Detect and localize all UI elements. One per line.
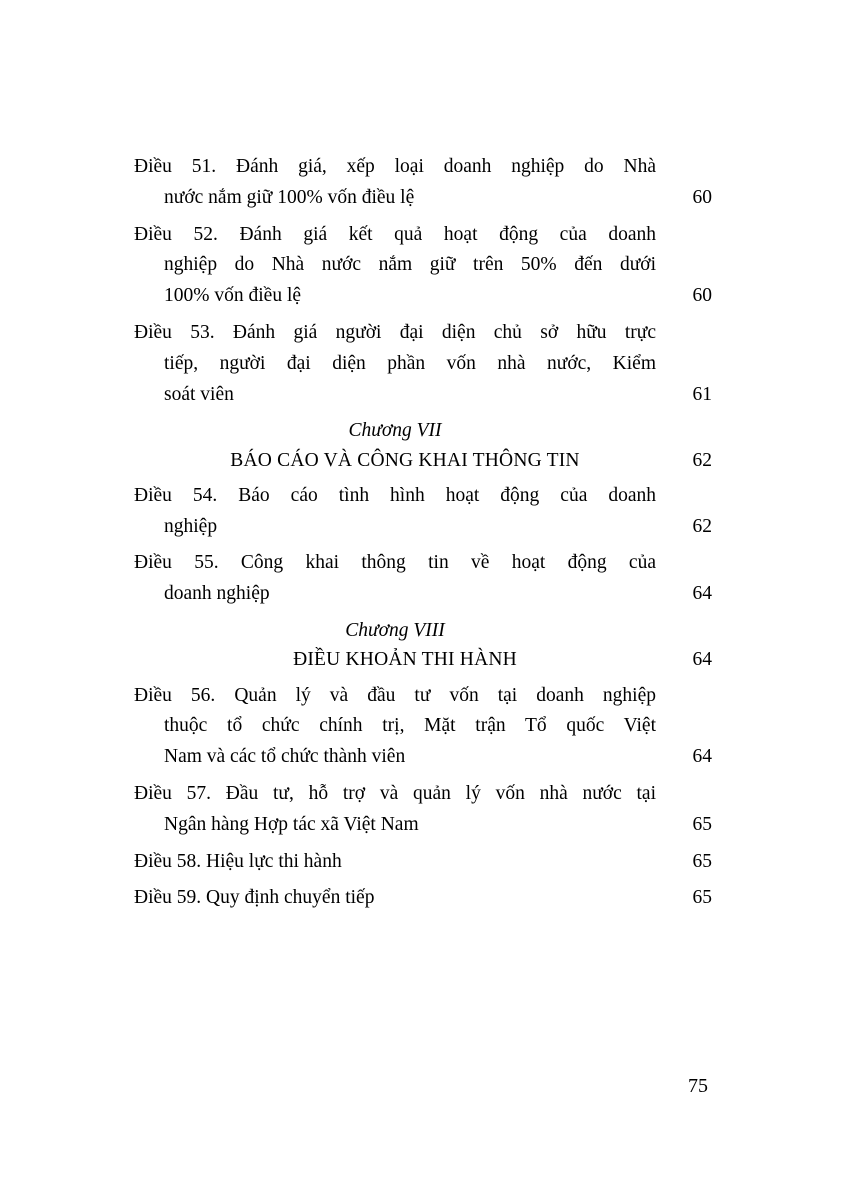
toc-chapter-title-row[interactable]: [134, 645, 712, 674]
toc-page-number: 65: [692, 850, 712, 872]
toc-page-number: 61: [692, 383, 712, 405]
toc-entry-line: Điều 53. Đánh giá người đại diện chủ sở hữu trực: [134, 321, 656, 343]
toc-entry-line: nghiệp: [164, 515, 218, 537]
toc-entry[interactable]: [134, 681, 712, 773]
toc-entry-title: [134, 152, 666, 214]
toc-page-number: 64: [692, 649, 712, 671]
toc-entry-title: [134, 847, 666, 878]
toc-entry-line: thuộc tổ chức chính trị, Mặt trận Tổ quốc Việt: [164, 715, 656, 737]
toc-entry-line: Nam và các tổ chức thành viên: [164, 746, 406, 768]
toc-entry-title: [134, 481, 666, 543]
toc-entry-title: [134, 548, 666, 610]
toc-entry-line: Điều 51. Đánh giá, xếp loại doanh nghiệp do Nhà: [134, 156, 656, 177]
toc-entry-line: Điều 52. Đánh giá kết quả hoạt động của doanh: [134, 223, 656, 245]
toc-chapter[interactable]: [134, 416, 712, 475]
toc-page-number: 60: [692, 285, 712, 307]
toc-entry-line: Điều 59. Quy định chuyển tiếp: [134, 887, 375, 909]
toc-entry[interactable]: [134, 847, 712, 878]
toc-entry-line: Ngân hàng Hợp tác xã Việt Nam: [164, 813, 419, 835]
toc-entry-line: Điều 58. Hiệu lực thi hành: [134, 850, 342, 872]
toc-entry[interactable]: [134, 152, 712, 214]
toc-entry-line: Điều 55. Công khai thông tin về hoạt động của: [134, 552, 656, 574]
toc-page-number: 62: [692, 515, 712, 537]
toc-page-number: 62: [692, 449, 712, 471]
toc-entry-line: soát viên: [164, 383, 234, 405]
toc-entry-title: [134, 883, 666, 914]
toc-entry-line: 100% vốn điều lệ: [164, 285, 302, 307]
page-number: 75: [688, 1075, 708, 1097]
toc-chapter-title: ĐIỀU KHOẢN THI HÀNH: [293, 649, 517, 671]
toc-entry[interactable]: [134, 318, 712, 410]
toc-chapter-label: Chương VIII: [345, 620, 445, 642]
toc-entry-line: nước nắm giữ 100% vốn điều lệ: [164, 186, 415, 208]
toc-entry-title: [134, 318, 666, 410]
toc-page-number: 65: [692, 813, 712, 835]
toc-entry-title: [134, 681, 666, 773]
toc-entry-title: [134, 220, 666, 312]
toc-chapter-title-row[interactable]: [134, 446, 712, 475]
table-of-contents: [134, 152, 712, 920]
toc-entry-line: Điều 56. Quản lý và đầu tư vốn tại doanh nghiệp: [134, 684, 656, 706]
toc-chapter-label: Chương VII: [348, 420, 442, 442]
toc-chapter[interactable]: [134, 616, 712, 675]
toc-entry[interactable]: [134, 220, 712, 312]
toc-page-number: 60: [692, 186, 712, 208]
toc-entry-line: nghiệp do Nhà nước nắm giữ trên 50% đến dưới: [164, 254, 656, 276]
toc-entry-line: Điều 57. Đầu tư, hỗ trợ và quản lý vốn nhà nước tại: [134, 782, 656, 804]
toc-entry-title: [134, 779, 666, 841]
toc-page-number: 65: [692, 887, 712, 909]
toc-entry[interactable]: [134, 779, 712, 841]
toc-page-number: 64: [692, 583, 712, 605]
toc-entry-line: tiếp, người đại diện phần vốn nhà nước, Kiểm: [164, 352, 656, 374]
toc-entry[interactable]: [134, 481, 712, 543]
toc-entry[interactable]: [134, 883, 712, 914]
toc-entry-line: doanh nghiệp: [164, 583, 270, 605]
toc-page-number: 64: [692, 746, 712, 768]
toc-chapter-title: BÁO CÁO VÀ CÔNG KHAI THÔNG TIN: [230, 449, 580, 471]
toc-entry[interactable]: [134, 548, 712, 610]
toc-entry-line: Điều 54. Báo cáo tình hình hoạt động của doanh: [134, 484, 656, 506]
